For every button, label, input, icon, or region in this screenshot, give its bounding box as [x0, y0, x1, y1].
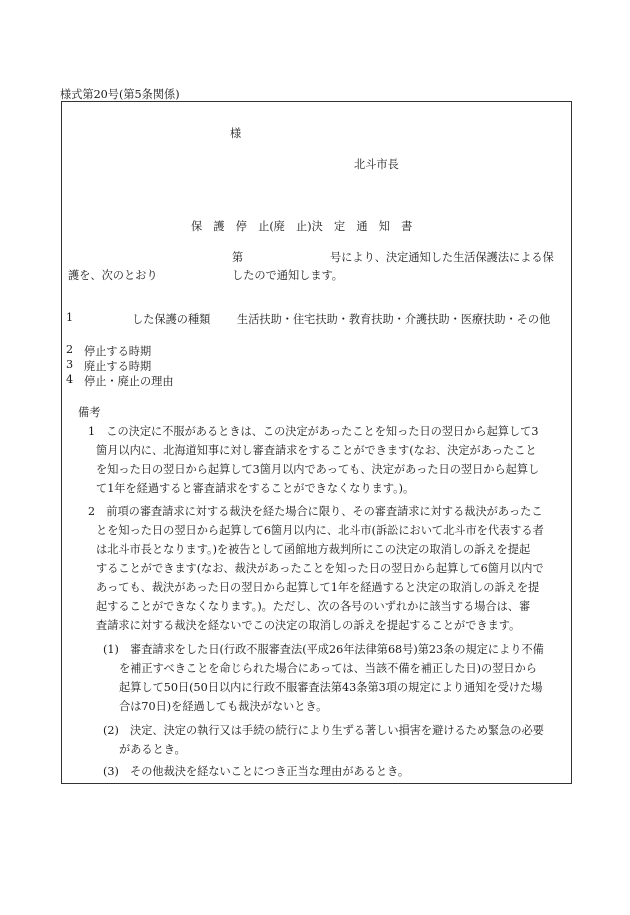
- intro-line1-prefix: 第: [232, 251, 244, 264]
- intro-line2-prefix: 護を、次のとおり: [68, 269, 158, 282]
- remark-2-line: することができます(なお、裁決があったことを知った日の翌日から起算して6箇月以内で: [96, 562, 544, 575]
- document-title: 保 護 停 止(廃 止)決 定 通 知 書: [191, 220, 413, 233]
- item-1-number: 1: [66, 311, 74, 324]
- item-2-label: 停止する時期: [84, 345, 152, 358]
- form-caption: 様式第20号(第5条関係): [60, 88, 180, 101]
- remark-2-line: 2 前項の審査請求に対する裁決を経た場合に限り、その審査請求に対する裁決があったこ: [88, 505, 543, 518]
- subitem-1-line: 起算して50日(50日以内に行政不服審査法第43条第3項の規定により通知を受けた場: [119, 681, 543, 694]
- item-3-label: 廃止する時期: [84, 360, 152, 373]
- item-1-value: 生活扶助・住宅扶助・教育扶助・介護扶助・医療扶助・その他: [237, 313, 551, 326]
- item-4-number: 4: [66, 373, 74, 386]
- item-2-number: 2: [66, 343, 74, 356]
- item-3-number: 3: [66, 358, 74, 371]
- subitem-1-line: 合は70日)を経過しても裁決がないとき。: [119, 700, 328, 713]
- remark-2-line: とを知った日の翌日から起算して6箇月以内に、北斗市(訴訟において北斗市を代表する者: [96, 524, 544, 537]
- remark-2-line: あっても、裁決があった日の翌日から起算して1年を経過すると決定の取消しの訴えを提: [96, 581, 540, 594]
- intro-line2-suffix: したので通知します。: [232, 269, 343, 282]
- remark-1-line: て1年を経過すると審査請求をすることができなくなります。)。: [96, 482, 415, 495]
- intro-line1-suffix: 号により、決定通知した生活保護法による保: [330, 251, 554, 264]
- subitem-3-line: (3) その他裁決を経ないことにつき正当な理由があるとき。: [103, 765, 410, 778]
- recipient-suffix: 様: [230, 127, 242, 140]
- remarks-heading: 備考: [78, 406, 101, 419]
- subitem-1-line: (1) 審査請求をした日(行政不服審査法(平成26年法律第68号)第23条の規定により不備: [103, 643, 544, 656]
- subitem-2-line: があるとき。: [119, 743, 186, 756]
- subitem-1-line: を補正すべきことを命じられた場合にあっては、当該不備を補正した日)の翌日から: [119, 662, 537, 675]
- remark-2-line: 起することができなくなります。)。ただし、次の各号のいずれかに該当する場合は、審: [96, 600, 531, 613]
- remark-1-line: 1 この決定に不服があるときは、この決定があったことを知った日の翌日から起算して3: [88, 425, 539, 438]
- item-4-label: 停止・廃止の理由: [84, 375, 174, 388]
- remark-2-line: は北斗市長となります。)を被告として函館地方裁判所にこの決定の取消しの訴えを提起: [96, 543, 531, 556]
- sender-name: 北斗市長: [354, 158, 399, 171]
- subitem-2-line: (2) 決定、決定の執行又は手続の続行により生ずる著しい損害を避けるため緊急の必要: [103, 724, 544, 737]
- remark-1-line: を知った日の翌日から起算して3箇月以内であっても、決定があった日の翌日から起算し: [96, 463, 540, 476]
- remark-1-line: 箇月以内に、北海道知事に対し審査請求をすることができます(なお、決定があったこと: [96, 444, 537, 457]
- item-1-label: した保護の種類: [132, 313, 211, 326]
- remark-2-line: 査請求に対する裁決を経ないでこの決定の取消しの訴えを提起することができます。: [96, 619, 521, 632]
